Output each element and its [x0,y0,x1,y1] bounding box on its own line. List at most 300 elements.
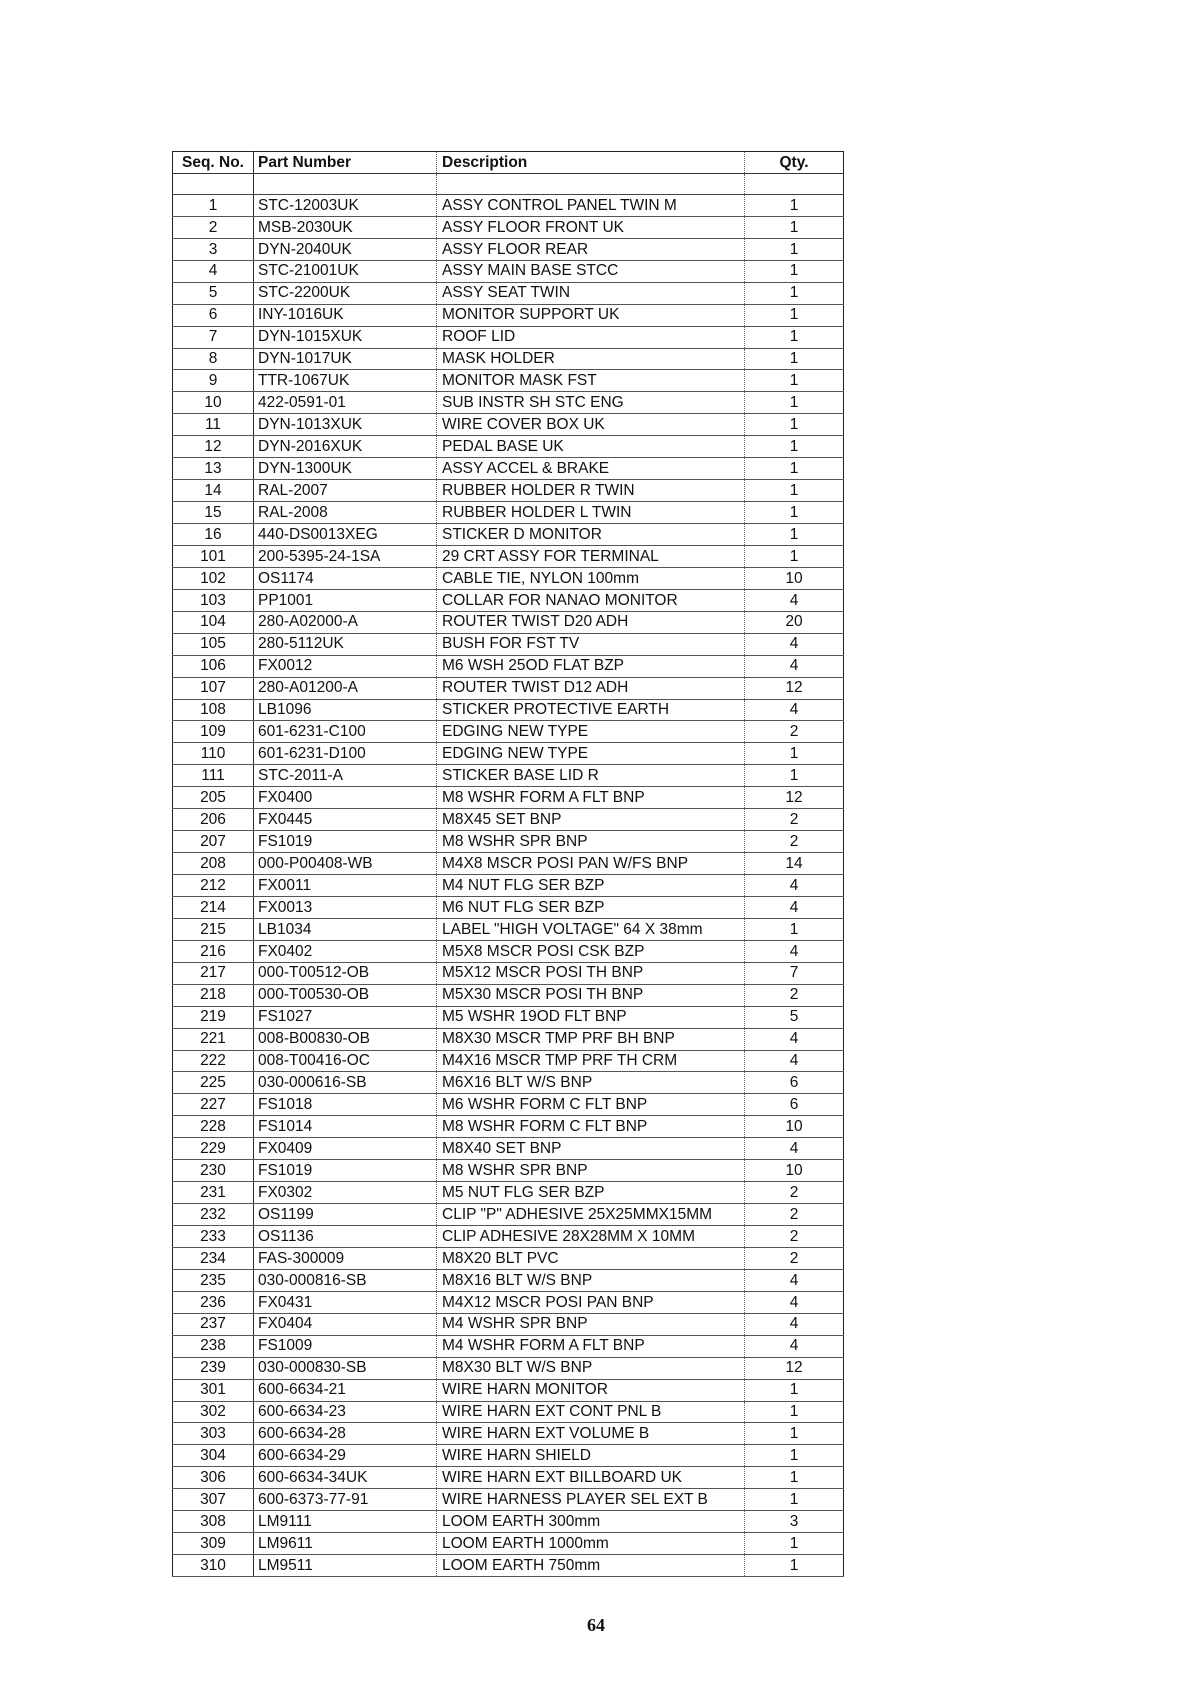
table-row [173,502,844,524]
qty-cell: 2 [745,984,844,1006]
table-row [173,1511,844,1533]
description-cell: COLLAR FOR NANAO MONITOR [437,589,745,611]
qty-cell: 1 [745,1401,844,1423]
part-number-cell: FX0011 [254,875,437,897]
table-row [173,1116,844,1138]
part-number-cell: FX0402 [254,940,437,962]
qty-cell: 2 [745,721,844,743]
description-cell: ASSY SEAT TWIN [437,282,745,304]
table-row [173,1072,844,1094]
table-row [173,1226,844,1248]
seq-no-cell: 235 [173,1269,254,1291]
table-row [173,370,844,392]
seq-no-cell: 309 [173,1533,254,1555]
part-number-cell: 280-A01200-A [254,677,437,699]
qty-cell: 1 [745,1445,844,1467]
seq-no-cell: 229 [173,1138,254,1160]
part-number-cell: 600-6634-23 [254,1401,437,1423]
part-number-cell: 000-T00530-OB [254,984,437,1006]
qty-cell: 1 [745,458,844,480]
description-cell: RUBBER HOLDER L TWIN [437,502,745,524]
description-cell: EDGING NEW TYPE [437,721,745,743]
seq-no-cell: 221 [173,1028,254,1050]
part-number-cell: STC-21001UK [254,260,437,282]
description-cell: PEDAL BASE UK [437,436,745,458]
part-number-cell: FX0404 [254,1313,437,1335]
seq-no-cell: 222 [173,1050,254,1072]
part-number-cell: 200-5395-24-1SA [254,545,437,567]
qty-cell: 1 [745,502,844,524]
qty-cell: 10 [745,567,844,589]
part-number-cell: STC-2200UK [254,282,437,304]
description-cell: MASK HOLDER [437,348,745,370]
part-number-cell: MSB-2030UK [254,216,437,238]
description-cell: ASSY MAIN BASE STCC [437,260,745,282]
description-cell: M6 WSHR FORM C FLT BNP [437,1094,745,1116]
part-number-cell: DYN-1015XUK [254,326,437,348]
qty-cell: 1 [745,918,844,940]
part-number-cell: DYN-2040UK [254,238,437,260]
seq-no-cell: 238 [173,1335,254,1357]
part-number-cell: LM9111 [254,1511,437,1533]
table-row [173,1555,844,1577]
part-number-cell: RAL-2007 [254,480,437,502]
table-row [173,545,844,567]
header-spacer-row [173,173,844,194]
qty-cell: 1 [745,765,844,787]
page-number: 64 [587,1615,605,1635]
description-cell: M4X12 MSCR POSI PAN BNP [437,1291,745,1313]
table-row [173,831,844,853]
part-number-cell: 000-T00512-OB [254,962,437,984]
table-row [173,853,844,875]
description-cell: M5 WSHR 19OD FLT BNP [437,1006,745,1028]
part-number-cell: 600-6634-21 [254,1379,437,1401]
seq-no-cell: 237 [173,1313,254,1335]
table-row [173,1357,844,1379]
qty-cell: 1 [745,524,844,546]
table-row [173,1401,844,1423]
qty-cell: 12 [745,1357,844,1379]
part-number-cell: 600-6634-34UK [254,1467,437,1489]
description-cell: M5X8 MSCR POSI CSK BZP [437,940,745,962]
seq-no-cell: 1 [173,194,254,216]
table-row [173,1533,844,1555]
description-cell: M5X12 MSCR POSI TH BNP [437,962,745,984]
qty-cell: 4 [745,1028,844,1050]
seq-no-cell: 218 [173,984,254,1006]
part-number-cell: STC-2011-A [254,765,437,787]
qty-cell: 2 [745,1247,844,1269]
part-number-cell: TTR-1067UK [254,370,437,392]
part-number-cell: 600-6634-29 [254,1445,437,1467]
table-row [173,589,844,611]
qty-cell: 4 [745,589,844,611]
table-row [173,1247,844,1269]
table-row [173,809,844,831]
qty-cell: 1 [745,282,844,304]
qty-cell: 1 [745,326,844,348]
table-row [173,480,844,502]
qty-cell: 1 [745,370,844,392]
table-row [173,699,844,721]
seq-no-cell: 206 [173,809,254,831]
description-cell: WIRE COVER BOX UK [437,414,745,436]
seq-no-cell: 12 [173,436,254,458]
qty-cell: 1 [745,392,844,414]
qty-cell: 1 [745,1489,844,1511]
seq-no-cell: 303 [173,1423,254,1445]
part-number-cell: 440-DS0013XEG [254,524,437,546]
part-number-cell: LM9611 [254,1533,437,1555]
table-row [173,1050,844,1072]
part-number-cell: FX0302 [254,1182,437,1204]
qty-cell: 6 [745,1072,844,1094]
part-number-cell: 030-000816-SB [254,1269,437,1291]
seq-no-cell: 308 [173,1511,254,1533]
description-cell: M4X8 MSCR POSI PAN W/FS BNP [437,853,745,875]
qty-cell: 4 [745,940,844,962]
part-number-cell: DYN-1017UK [254,348,437,370]
seq-no-cell: 215 [173,918,254,940]
seq-no-cell: 109 [173,721,254,743]
table-row [173,194,844,216]
seq-no-cell: 106 [173,655,254,677]
seq-no-cell: 16 [173,524,254,546]
seq-no-cell: 301 [173,1379,254,1401]
table-row [173,1423,844,1445]
description-cell: STICKER D MONITOR [437,524,745,546]
part-number-cell: LB1034 [254,918,437,940]
table-row [173,436,844,458]
part-number-cell: FS1019 [254,1160,437,1182]
qty-cell: 4 [745,1269,844,1291]
table-row [173,765,844,787]
seq-no-cell: 10 [173,392,254,414]
table-row [173,962,844,984]
description-cell: SUB INSTR SH STC ENG [437,392,745,414]
table-row [173,1313,844,1335]
part-number-cell: OS1174 [254,567,437,589]
qty-cell: 4 [745,1335,844,1357]
table-row [173,1028,844,1050]
qty-cell: 3 [745,1511,844,1533]
description-cell: EDGING NEW TYPE [437,743,745,765]
table-row [173,414,844,436]
part-number-cell: FS1018 [254,1094,437,1116]
qty-cell: 4 [745,1313,844,1335]
description-cell: ASSY CONTROL PANEL TWIN M [437,194,745,216]
qty-cell: 4 [745,1050,844,1072]
seq-no-cell: 101 [173,545,254,567]
seq-no-cell: 108 [173,699,254,721]
seq-no-cell: 233 [173,1226,254,1248]
header-qty: Qty. [745,152,844,174]
description-cell: WIRE HARN EXT VOLUME B [437,1423,745,1445]
table-row [173,304,844,326]
description-cell: LOOM EARTH 1000mm [437,1533,745,1555]
qty-cell: 1 [745,545,844,567]
seq-no-cell: 236 [173,1291,254,1313]
description-cell: STICKER BASE LID R [437,765,745,787]
seq-no-cell: 111 [173,765,254,787]
seq-no-cell: 9 [173,370,254,392]
seq-no-cell: 234 [173,1247,254,1269]
part-number-cell: DYN-1013XUK [254,414,437,436]
part-number-cell: 030-000616-SB [254,1072,437,1094]
seq-no-cell: 208 [173,853,254,875]
table-row [173,1269,844,1291]
qty-cell: 5 [745,1006,844,1028]
description-cell: MONITOR SUPPORT UK [437,304,745,326]
seq-no-cell: 304 [173,1445,254,1467]
seq-no-cell: 227 [173,1094,254,1116]
table-row [173,1204,844,1226]
part-number-cell: OS1136 [254,1226,437,1248]
part-number-cell: 601-6231-D100 [254,743,437,765]
qty-cell: 4 [745,1138,844,1160]
table-row [173,567,844,589]
qty-cell: 4 [745,655,844,677]
qty-cell: 1 [745,348,844,370]
description-cell: LOOM EARTH 750mm [437,1555,745,1577]
description-cell: LOOM EARTH 300mm [437,1511,745,1533]
table-row [173,260,844,282]
description-cell: WIRE HARNESS PLAYER SEL EXT B [437,1489,745,1511]
seq-no-cell: 13 [173,458,254,480]
table-row [173,1160,844,1182]
qty-cell: 1 [745,743,844,765]
part-number-cell: 600-6634-28 [254,1423,437,1445]
seq-no-cell: 102 [173,567,254,589]
qty-cell: 1 [745,1379,844,1401]
seq-no-cell: 231 [173,1182,254,1204]
table-row [173,1182,844,1204]
description-cell: M4 WSHR FORM A FLT BNP [437,1335,745,1357]
seq-no-cell: 5 [173,282,254,304]
qty-cell: 1 [745,1423,844,1445]
description-cell: M8X20 BLT PVC [437,1247,745,1269]
description-cell: WIRE HARN MONITOR [437,1379,745,1401]
seq-no-cell: 212 [173,875,254,897]
table-row [173,1379,844,1401]
seq-no-cell: 310 [173,1555,254,1577]
qty-cell: 1 [745,436,844,458]
part-number-cell: LB1096 [254,699,437,721]
seq-no-cell: 217 [173,962,254,984]
seq-no-cell: 8 [173,348,254,370]
table-row [173,524,844,546]
seq-no-cell: 302 [173,1401,254,1423]
table-row [173,348,844,370]
table-row [173,1467,844,1489]
qty-cell: 20 [745,611,844,633]
part-number-cell: 600-6373-77-91 [254,1489,437,1511]
table-row [173,1445,844,1467]
qty-cell: 1 [745,1533,844,1555]
description-cell: M8 WSHR SPR BNP [437,1160,745,1182]
table-row [173,1489,844,1511]
seq-no-cell: 306 [173,1467,254,1489]
part-number-cell: 030-000830-SB [254,1357,437,1379]
qty-cell: 10 [745,1160,844,1182]
table-row [173,1335,844,1357]
seq-no-cell: 2 [173,216,254,238]
part-number-cell: FS1027 [254,1006,437,1028]
part-number-cell: LM9511 [254,1555,437,1577]
part-number-cell: 601-6231-C100 [254,721,437,743]
table-row [173,633,844,655]
description-cell: ROUTER TWIST D20 ADH [437,611,745,633]
table-row [173,677,844,699]
table-row [173,1138,844,1160]
seq-no-cell: 307 [173,1489,254,1511]
description-cell: BUSH FOR FST TV [437,633,745,655]
description-cell: WIRE HARN EXT CONT PNL B [437,1401,745,1423]
part-number-cell: STC-12003UK [254,194,437,216]
description-cell: STICKER PROTECTIVE EARTH [437,699,745,721]
part-number-cell: FS1009 [254,1335,437,1357]
seq-no-cell: 216 [173,940,254,962]
description-cell: CLIP "P" ADHESIVE 25X25MMX15MM [437,1204,745,1226]
description-cell: M8X30 MSCR TMP PRF BH BNP [437,1028,745,1050]
description-cell: M4 NUT FLG SER BZP [437,875,745,897]
description-cell: M8 WSHR FORM C FLT BNP [437,1116,745,1138]
description-cell: ASSY ACCEL & BRAKE [437,458,745,480]
part-number-cell: RAL-2008 [254,502,437,524]
seq-no-cell: 230 [173,1160,254,1182]
description-cell: M6 NUT FLG SER BZP [437,896,745,918]
qty-cell: 2 [745,809,844,831]
seq-no-cell: 15 [173,502,254,524]
description-cell: M5X30 MSCR POSI TH BNP [437,984,745,1006]
qty-cell: 1 [745,304,844,326]
table-row [173,282,844,304]
description-cell: M8 WSHR FORM A FLT BNP [437,787,745,809]
table-row [173,238,844,260]
table-row [173,458,844,480]
seq-no-cell: 225 [173,1072,254,1094]
qty-cell: 10 [745,1116,844,1138]
seq-no-cell: 219 [173,1006,254,1028]
description-cell: LABEL "HIGH VOLTAGE" 64 X 38mm [437,918,745,940]
seq-no-cell: 103 [173,589,254,611]
qty-cell: 4 [745,896,844,918]
seq-no-cell: 107 [173,677,254,699]
description-cell: ROOF LID [437,326,745,348]
description-cell: M4 WSHR SPR BNP [437,1313,745,1335]
description-cell: ROUTER TWIST D12 ADH [437,677,745,699]
description-cell: M6 WSH 25OD FLAT BZP [437,655,745,677]
qty-cell: 1 [745,480,844,502]
qty-cell: 2 [745,1204,844,1226]
description-cell: WIRE HARN SHIELD [437,1445,745,1467]
description-cell: M8X40 SET BNP [437,1138,745,1160]
qty-cell: 1 [745,216,844,238]
header-part-number: Part Number [254,152,437,174]
qty-cell: 2 [745,1182,844,1204]
qty-cell: 14 [745,853,844,875]
seq-no-cell: 239 [173,1357,254,1379]
description-cell: M8 WSHR SPR BNP [437,831,745,853]
part-number-cell: DYN-1300UK [254,458,437,480]
part-number-cell: INY-1016UK [254,304,437,326]
description-cell: MONITOR MASK FST [437,370,745,392]
part-number-cell: FX0431 [254,1291,437,1313]
table-row [173,326,844,348]
table-row [173,1291,844,1313]
part-number-cell: FX0012 [254,655,437,677]
qty-cell: 6 [745,1094,844,1116]
part-number-cell: 280-5112UK [254,633,437,655]
description-cell: 29 CRT ASSY FOR TERMINAL [437,545,745,567]
table-row [173,940,844,962]
table-row [173,875,844,897]
qty-cell: 1 [745,1555,844,1577]
qty-cell: 2 [745,1226,844,1248]
seq-no-cell: 4 [173,260,254,282]
seq-no-cell: 14 [173,480,254,502]
description-cell: M6X16 BLT W/S BNP [437,1072,745,1094]
description-cell: CABLE TIE, NYLON 100mm [437,567,745,589]
table-row [173,896,844,918]
qty-cell: 4 [745,1291,844,1313]
qty-cell: 2 [745,831,844,853]
seq-no-cell: 110 [173,743,254,765]
table-row [173,918,844,940]
qty-cell: 4 [745,875,844,897]
seq-no-cell: 228 [173,1116,254,1138]
part-number-cell: 008-T00416-OC [254,1050,437,1072]
parts-table-body [173,194,844,1576]
qty-cell: 1 [745,238,844,260]
table-row [173,721,844,743]
description-cell: M4X16 MSCR TMP PRF TH CRM [437,1050,745,1072]
seq-no-cell: 105 [173,633,254,655]
table-row [173,392,844,414]
qty-cell: 4 [745,699,844,721]
seq-no-cell: 214 [173,896,254,918]
part-number-cell: FX0445 [254,809,437,831]
part-number-cell: 000-P00408-WB [254,853,437,875]
description-cell: M8X30 BLT W/S BNP [437,1357,745,1379]
description-cell: ASSY FLOOR REAR [437,238,745,260]
part-number-cell: FX0400 [254,787,437,809]
part-number-cell: FX0409 [254,1138,437,1160]
table-row [173,787,844,809]
qty-cell: 1 [745,414,844,436]
description-cell: CLIP ADHESIVE 28X28MM X 10MM [437,1226,745,1248]
seq-no-cell: 3 [173,238,254,260]
description-cell: ASSY FLOOR FRONT UK [437,216,745,238]
part-number-cell: 008-B00830-OB [254,1028,437,1050]
description-cell: RUBBER HOLDER R TWIN [437,480,745,502]
description-cell: M8X16 BLT W/S BNP [437,1269,745,1291]
part-number-cell: PP1001 [254,589,437,611]
table-row [173,1094,844,1116]
description-cell: WIRE HARN EXT BILLBOARD UK [437,1467,745,1489]
part-number-cell: DYN-2016XUK [254,436,437,458]
part-number-cell: FX0013 [254,896,437,918]
seq-no-cell: 207 [173,831,254,853]
qty-cell: 1 [745,260,844,282]
seq-no-cell: 6 [173,304,254,326]
table-row [173,743,844,765]
table-row [173,611,844,633]
seq-no-cell: 7 [173,326,254,348]
table-row [173,1006,844,1028]
table-header-row [173,152,844,174]
